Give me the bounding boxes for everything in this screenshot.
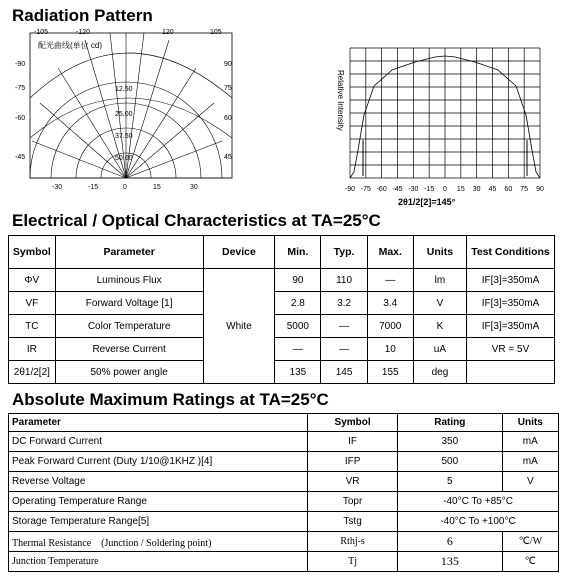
- cell-max: 155: [367, 361, 413, 384]
- cell-min: 2.8: [275, 292, 321, 315]
- cell-units: lm: [413, 269, 466, 292]
- cell-rating: 135: [398, 552, 503, 572]
- polar-radial: 25.00: [115, 111, 133, 118]
- col-header: Rating: [398, 414, 503, 432]
- table-row: [9, 269, 555, 292]
- table-header-row: [9, 236, 555, 269]
- table-row: [9, 492, 559, 512]
- cell-symbol: IFP: [308, 452, 398, 472]
- col-header: Units: [502, 414, 558, 432]
- cell-symbol: TC: [9, 315, 56, 338]
- cell-parameter: Reverse Voltage: [9, 472, 308, 492]
- col-header: Test Conditions: [466, 236, 554, 269]
- x-tick-label: -60: [376, 186, 387, 193]
- table-row: [9, 361, 555, 384]
- col-header: Parameter: [55, 236, 203, 269]
- cell-rating: 350: [398, 432, 503, 452]
- cell-units: ℃/W: [502, 532, 558, 552]
- cell-min: —: [275, 338, 321, 361]
- cell-symbol: 2θ1/2[2]: [9, 361, 56, 384]
- cell-rating: -40°C To +100°C: [398, 512, 559, 532]
- polar-tick: -75: [15, 85, 26, 92]
- cell-max: 3.4: [367, 292, 413, 315]
- electrical-table: [8, 235, 555, 384]
- cell-max: 10: [367, 338, 413, 361]
- cell-typ: 110: [321, 269, 367, 292]
- polar-tick: 15: [153, 184, 161, 191]
- table-row: [9, 315, 555, 338]
- absolute-heading: Absolute Maximum Ratings at TA=25°C: [12, 390, 329, 409]
- col-header: Typ.: [321, 236, 367, 269]
- polar-tick: -45: [15, 154, 26, 161]
- col-header: Min.: [275, 236, 321, 269]
- cell-test: IF[3]=350mA: [466, 269, 554, 292]
- table-row: [9, 432, 559, 452]
- polar-tick: -15: [88, 184, 99, 191]
- table-row: [9, 452, 559, 472]
- cell-units: V: [502, 472, 558, 492]
- polar-tick: 45: [224, 154, 232, 161]
- cell-symbol: VR: [308, 472, 398, 492]
- x-tick-label: -15: [424, 186, 435, 193]
- cell-parameter: Peak Forward Current (Duty 1/10@1KHZ )[4]: [9, 452, 308, 472]
- cell-symbol: ΦV: [9, 269, 56, 292]
- cell-typ: —: [321, 315, 367, 338]
- cell-units: K: [413, 315, 466, 338]
- cell-max: 7000: [367, 315, 413, 338]
- cell-device: White: [203, 269, 275, 384]
- radiation-heading: Radiation Pattern: [12, 6, 153, 25]
- cell-test: IF[3]=350mA: [466, 315, 554, 338]
- col-header: Symbol: [308, 414, 398, 432]
- x-tick-label: -90: [344, 186, 356, 193]
- table-row: [9, 552, 559, 572]
- x-tick-label: -75: [360, 186, 371, 193]
- cell-parameter: DC Forward Current: [9, 432, 308, 452]
- cell-symbol: Tj: [308, 552, 398, 572]
- cell-units: V: [413, 292, 466, 315]
- x-tick-label: -45: [392, 186, 403, 193]
- absolute-table: [8, 413, 559, 572]
- cell-parameter: Color Temperature: [55, 315, 203, 338]
- cell-symbol: VF: [9, 292, 56, 315]
- electrical-heading: Electrical / Optical Characteristics at TA=25°C: [12, 211, 381, 230]
- cell-parameter: Reverse Current: [55, 338, 203, 361]
- cell-units: uA: [413, 338, 466, 361]
- polar-tick: 0: [123, 184, 127, 191]
- cell-typ: 3.2: [321, 292, 367, 315]
- polar-tick: -90: [15, 61, 26, 68]
- polar-tick: 30: [190, 184, 198, 191]
- x-tick-label: 30: [472, 186, 481, 193]
- polar-title: 配光曲线(单位 cd): [38, 41, 102, 50]
- table-row: [9, 338, 555, 361]
- col-header: Units: [413, 236, 466, 269]
- col-header: Max.: [367, 236, 413, 269]
- col-header: Symbol: [9, 236, 56, 269]
- cell-rating: 500: [398, 452, 503, 472]
- polar-tick: -30: [52, 184, 63, 191]
- x-tick-label: 60: [504, 186, 513, 193]
- cell-symbol: Rthj-s: [308, 532, 398, 552]
- polar-tick: -60: [15, 115, 26, 122]
- cell-units: ℃: [502, 552, 558, 572]
- cell-min: 135: [275, 361, 321, 384]
- intensity-chart: [330, 40, 560, 200]
- polar-diagram: [10, 28, 245, 198]
- cell-units: mA: [502, 452, 558, 472]
- cell-rating: -40°C To +85°C: [398, 492, 559, 512]
- x-tick-label: 15: [456, 186, 465, 193]
- table-row: [9, 292, 555, 315]
- chart-caption: 2θ1/2[2]=145°: [398, 197, 456, 207]
- cell-max: —: [367, 269, 413, 292]
- x-tick-label: 90: [536, 186, 544, 193]
- cell-rating: 6: [398, 532, 503, 552]
- cell-parameter: Thermal Resistance (Junction / Soldering point): [9, 532, 308, 552]
- table-row: [9, 532, 559, 552]
- cell-units: deg: [413, 361, 466, 384]
- cell-parameter: 50% power angle: [55, 361, 203, 384]
- cell-test: VR = 5V: [466, 338, 554, 361]
- polar-tick: 90: [224, 61, 232, 68]
- cell-test: IF[3]=350mA: [466, 292, 554, 315]
- chart-ylabel: Relative Intensity: [336, 70, 345, 131]
- cell-symbol: Topr: [308, 492, 398, 512]
- table-row: [9, 472, 559, 492]
- cell-parameter: Junction Temperature: [9, 552, 308, 572]
- polar-tick: -120: [76, 29, 91, 36]
- cell-min: 90: [275, 269, 321, 292]
- polar-tick: 120: [162, 29, 174, 36]
- x-tick-label: 45: [488, 186, 497, 193]
- polar-tick: -105: [34, 29, 49, 36]
- cell-parameter: Operating Temperature Range: [9, 492, 308, 512]
- x-tick-label: 75: [520, 186, 529, 193]
- cell-parameter: Storage Temperature Range[5]: [9, 512, 308, 532]
- polar-radial: 12.50: [115, 86, 133, 93]
- cell-rating: 5: [398, 472, 503, 492]
- cell-units: mA: [502, 432, 558, 452]
- cell-parameter: Luminous Flux: [55, 269, 203, 292]
- cell-typ: 145: [321, 361, 367, 384]
- cell-symbol: Tstg: [308, 512, 398, 532]
- polar-radial: 37.50: [115, 133, 133, 140]
- x-tick-label: -30: [408, 186, 419, 193]
- cell-min: 5000: [275, 315, 321, 338]
- x-tick-label: 0: [443, 186, 447, 193]
- polar-tick: 60: [224, 115, 232, 122]
- polar-tick: 105: [210, 29, 222, 36]
- cell-typ: —: [321, 338, 367, 361]
- polar-tick: 75: [224, 85, 232, 92]
- col-header: Device: [203, 236, 275, 269]
- col-header: Parameter: [9, 414, 308, 432]
- cell-parameter: Forward Voltage [1]: [55, 292, 203, 315]
- cell-test: [466, 361, 554, 384]
- table-header-row: [9, 414, 559, 432]
- polar-radial: 50.00: [115, 155, 133, 162]
- cell-symbol: IF: [308, 432, 398, 452]
- cell-symbol: IR: [9, 338, 56, 361]
- table-row: [9, 512, 559, 532]
